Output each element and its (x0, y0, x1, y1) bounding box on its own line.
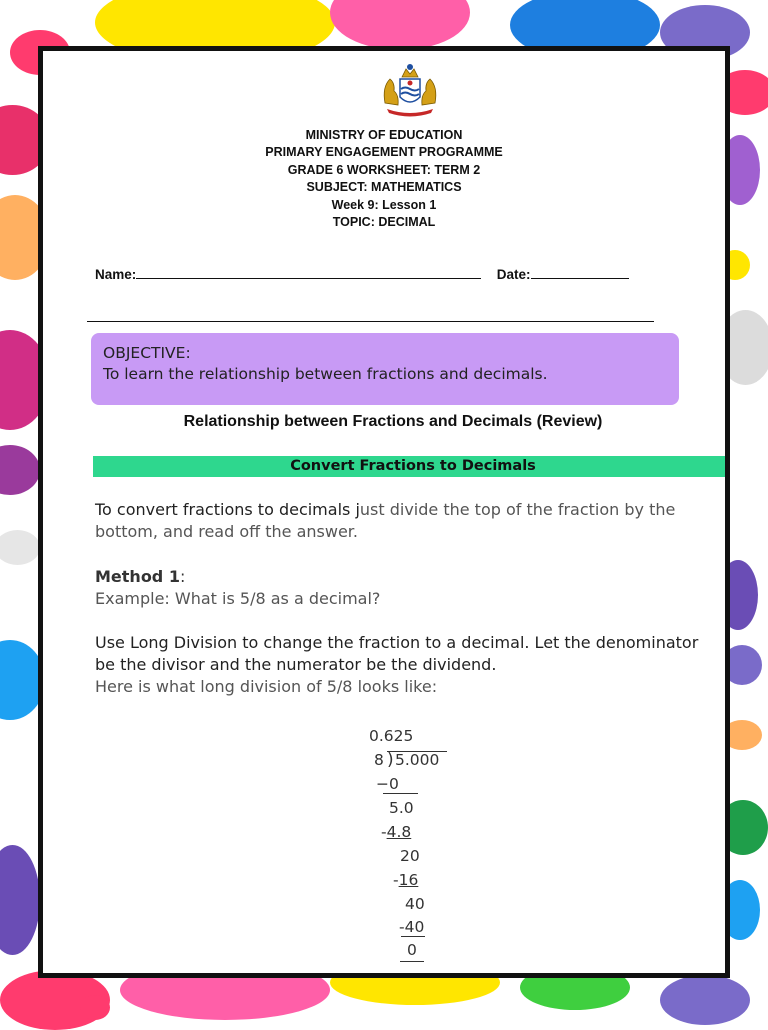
subject-heading: SUBJECT: MATHEMATICS (306, 180, 462, 195)
method-example: Example: What is 5/8 as a decimal? (95, 589, 381, 608)
step2-subtrahend: -4.8 (381, 823, 412, 841)
name-field[interactable] (136, 264, 481, 279)
date-field[interactable] (531, 264, 629, 279)
instruction-block (95, 632, 715, 698)
blob (330, 0, 470, 50)
step2-remainder: 20 (400, 847, 420, 865)
intro-text-a: To convert fractions to decimals j (95, 500, 360, 519)
objective-box (91, 333, 679, 405)
objective-text: To learn the relationship between fractions and decimals. (103, 365, 548, 383)
date-label: Date: (496, 267, 531, 282)
dividend: 5.000 (395, 751, 440, 769)
blob (0, 845, 40, 955)
worksheet-page (38, 46, 730, 978)
step4-subtrahend: -40 (399, 918, 425, 936)
ministry-heading: MINISTRY OF EDUCATION (305, 128, 463, 142)
step3-subtrahend: -16 (393, 871, 419, 889)
method-colon: : (179, 567, 186, 586)
bracket-glyph: ) (387, 750, 394, 770)
blob (0, 530, 40, 565)
intro-paragraph (95, 499, 715, 543)
method-heading: Method 1 (95, 567, 180, 586)
step1-rule (383, 793, 418, 794)
lead-in-text: Here is what long division of 5/8 looks like: (95, 677, 438, 696)
blob (660, 975, 750, 1025)
objective-label: OBJECTIVE: (103, 344, 191, 362)
name-label: Name: (95, 267, 137, 282)
step3-remainder: 40 (405, 895, 425, 913)
worksheet-header (43, 127, 725, 231)
quotient: 0.625 (369, 727, 414, 745)
intro-text-b: ust divide the top of the fraction by the bottom, and read off the answer. (95, 500, 676, 541)
step4-rule (401, 936, 425, 937)
blob (0, 445, 40, 495)
method-block (95, 566, 715, 610)
coat-of-arms-icon (379, 63, 441, 119)
topic-heading: TOPIC: DECIMAL (332, 215, 436, 230)
final-rule (400, 961, 424, 962)
divisor: 8 (374, 751, 384, 769)
blob (80, 995, 110, 1020)
step4-remainder: 0 (407, 941, 417, 959)
lesson-heading: Week 9: Lesson 1 (331, 197, 437, 212)
instruction-text: Use Long Division to change the fraction to a decimal. Let the denominator be the divisor and the numerator be the dividend. (95, 633, 699, 674)
convert-banner: Convert Fractions to Decimals (93, 456, 730, 477)
name-date-row (95, 264, 629, 282)
section-title: Relationship between Fractions and Decimals (Review) (183, 413, 603, 430)
programme-heading: PRIMARY ENGAGEMENT PROGRAMME (265, 145, 503, 160)
step1-remainder: 5.0 (389, 799, 414, 817)
step1-subtrahend: −0 (376, 775, 399, 793)
grade-heading: GRADE 6 WORKSHEET: TERM 2 (287, 162, 481, 177)
answer-line[interactable] (87, 321, 654, 322)
